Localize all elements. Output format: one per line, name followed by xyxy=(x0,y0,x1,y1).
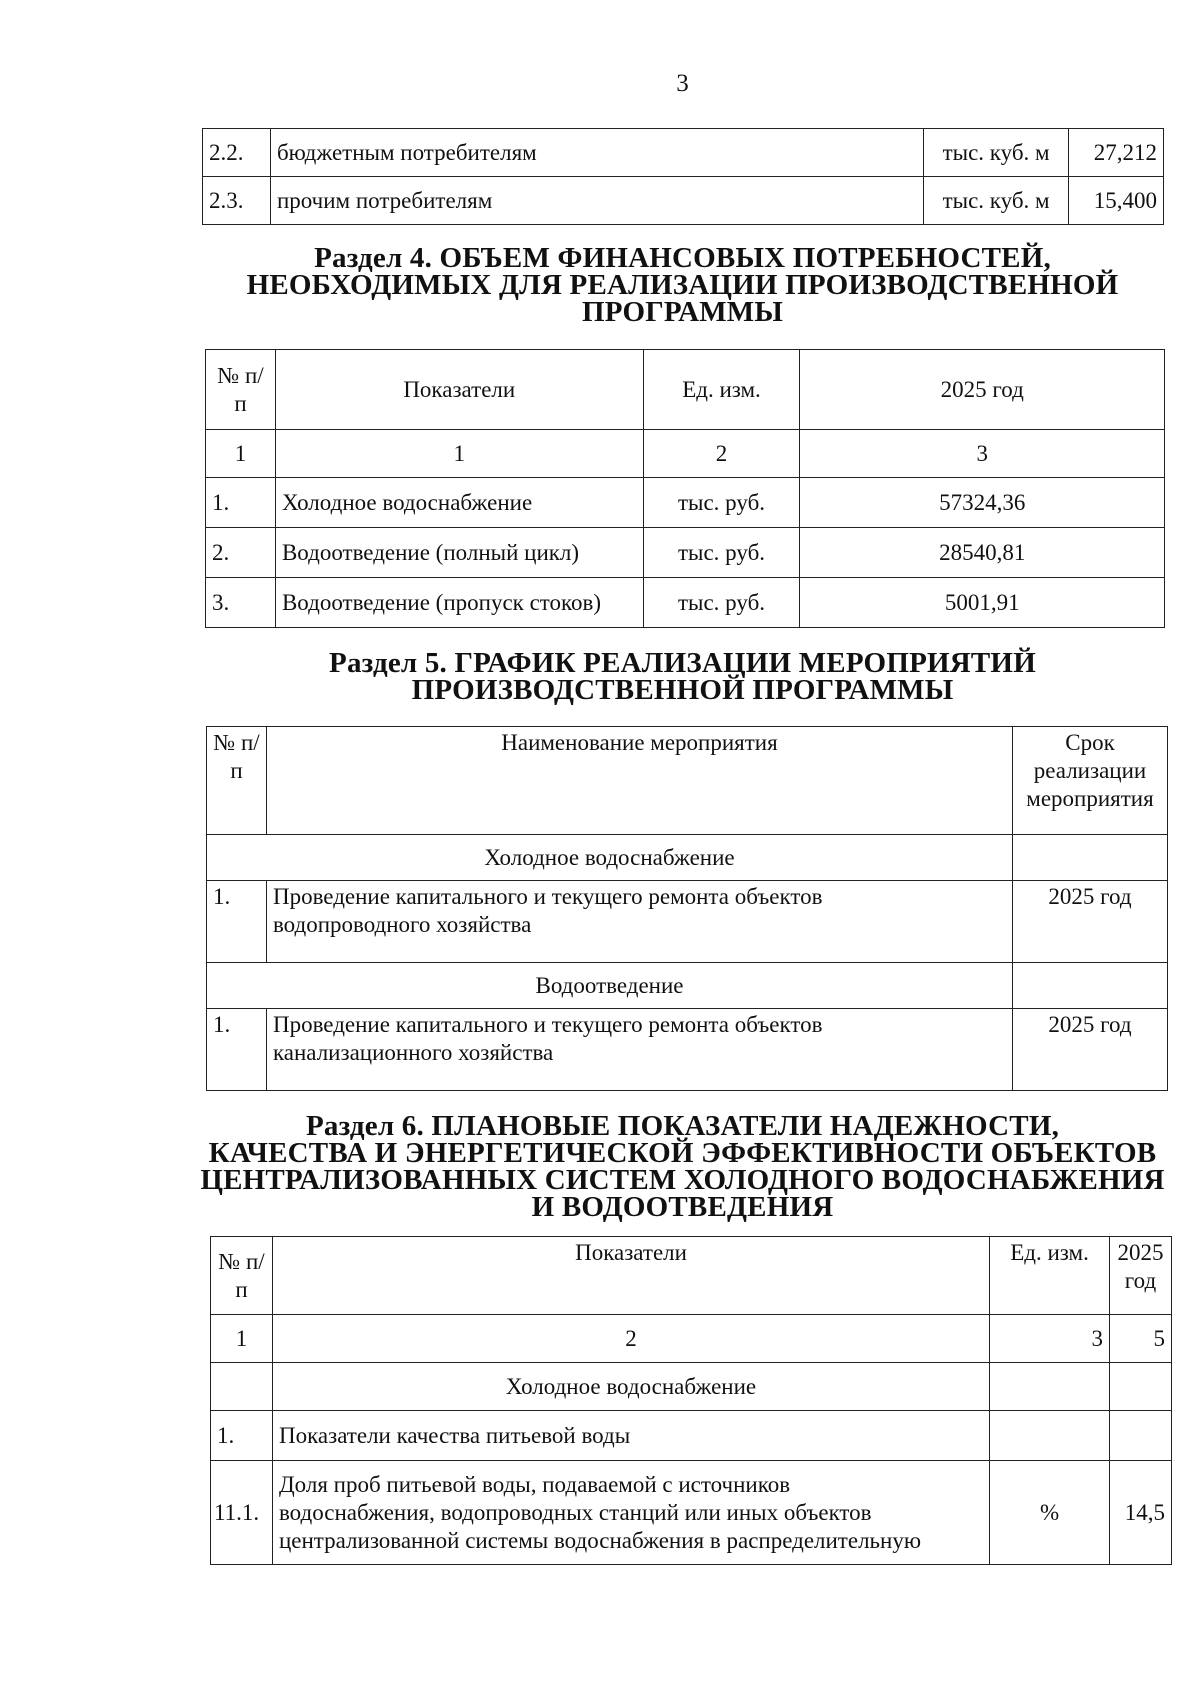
table-header-row xyxy=(207,727,1168,835)
table-index-row xyxy=(211,1315,1172,1363)
row-value: 5001,91 xyxy=(800,578,1165,628)
index-cell: 2 xyxy=(643,430,800,478)
row-unit: тыс. руб. xyxy=(643,478,800,528)
row-number: 1. xyxy=(211,1411,273,1461)
table-row xyxy=(211,1411,1172,1461)
table-header-row xyxy=(211,1237,1172,1315)
row-value: 27,212 xyxy=(1069,129,1164,177)
row-unit: % xyxy=(990,1461,1110,1565)
row-number: 1. xyxy=(206,478,276,528)
header-year: 2025 год xyxy=(800,350,1165,430)
row-unit: тыс. руб. xyxy=(643,528,800,578)
empty-cell xyxy=(990,1363,1110,1411)
header-number: № п/п xyxy=(211,1237,273,1315)
index-cell: 3 xyxy=(990,1315,1110,1363)
header-number: № п/п xyxy=(207,727,267,835)
group-row xyxy=(211,1363,1172,1411)
header-indicator: Показатели xyxy=(272,1237,989,1315)
indicator-line: водоснабжения, водопроводных станций или иных объектов xyxy=(278,1499,872,1525)
index-cell: 3 xyxy=(800,430,1165,478)
section5-heading xyxy=(190,647,1175,706)
index-cell: 1 xyxy=(206,430,276,478)
row-term: 2025 год xyxy=(1013,881,1168,963)
row-name: прочим потребителям xyxy=(270,177,923,225)
row-unit: тыс. куб. м xyxy=(924,129,1069,177)
row-number: 11.1. xyxy=(211,1461,273,1565)
group-title: Холодное водоснабжение xyxy=(207,835,1013,881)
group-title: Водоотведение xyxy=(207,963,1013,1009)
table-row xyxy=(207,1009,1168,1091)
activity-line: Проведение капитального и текущего ремонта объектов xyxy=(272,1012,823,1037)
group-row xyxy=(207,835,1168,881)
row-number: 1. xyxy=(207,881,267,963)
header-year: 2025 год xyxy=(1109,1237,1171,1315)
row-number: 3. xyxy=(206,578,276,628)
row-value: 28540,81 xyxy=(800,528,1165,578)
index-cell: 1 xyxy=(211,1315,273,1363)
row-number: 1. xyxy=(207,1009,267,1091)
heading-line: ЦЕНТРАЛИЗОВАННЫХ СИСТЕМ ХОЛОДНОГО ВОДОСНАБЖЕНИЯ xyxy=(200,1164,1165,1196)
index-cell: 1 xyxy=(275,430,643,478)
empty-cell xyxy=(990,1411,1110,1461)
table-row xyxy=(203,129,1164,177)
row-number: 2.2. xyxy=(203,129,271,177)
row-name: Водоотведение (полный цикл) xyxy=(275,528,643,578)
empty-cell xyxy=(1013,963,1168,1009)
row-name xyxy=(272,1461,989,1565)
indicator-line: Доля проб питьевой воды, подаваемой с источников xyxy=(278,1471,791,1497)
indicator-line: централизованной системы водоснабжения в распределительную xyxy=(278,1527,922,1553)
heading-line: И ВОДООТВЕДЕНИЯ xyxy=(531,1191,834,1223)
header-unit: Ед. изм. xyxy=(990,1237,1110,1315)
table-row xyxy=(211,1461,1172,1565)
row-number: 2. xyxy=(206,528,276,578)
row-name: бюджетным потребителям xyxy=(270,129,923,177)
table-row xyxy=(206,528,1165,578)
table-row xyxy=(206,578,1165,628)
row-number: 2.3. xyxy=(203,177,271,225)
row-name: Холодное водоснабжение xyxy=(275,478,643,528)
header-term: Срок реализации мероприятия xyxy=(1013,727,1168,835)
row-name: Показатели качества питьевой воды xyxy=(272,1411,989,1461)
table-row xyxy=(206,478,1165,528)
heading-line: КАЧЕСТВА И ЭНЕРГЕТИЧЕСКОЙ ЭФФЕКТИВНОСТИ ОБЪЕКТОВ xyxy=(208,1137,1157,1169)
table-reliability-indicators xyxy=(210,1236,1172,1565)
group-row xyxy=(207,963,1168,1009)
section6-heading xyxy=(190,1110,1175,1223)
group-title: Холодное водоснабжение xyxy=(272,1363,989,1411)
row-term: 2025 год xyxy=(1013,1009,1168,1091)
table-header-row xyxy=(206,350,1165,430)
index-cell: 5 xyxy=(1109,1315,1171,1363)
table-index-row xyxy=(206,430,1165,478)
row-value: 15,400 xyxy=(1069,177,1164,225)
header-unit: Ед. изм. xyxy=(643,350,800,430)
index-cell: 2 xyxy=(272,1315,989,1363)
row-activity xyxy=(266,1009,1012,1091)
row-value: 57324,36 xyxy=(800,478,1165,528)
heading-line: Раздел 6. ПЛАНОВЫЕ ПОКАЗАТЕЛИ НАДЕЖНОСТИ, xyxy=(305,1110,1060,1142)
heading-line: Раздел 4. ОБЪЕМ ФИНАНСОВЫХ ПОТРЕБНОСТЕЙ, xyxy=(314,242,1051,274)
table-row xyxy=(207,881,1168,963)
heading-line: ПРОГРАММЫ xyxy=(581,296,784,328)
activity-line: Проведение капитального и текущего ремонта объектов xyxy=(272,884,823,909)
activity-line: канализационного хозяйства xyxy=(272,1040,554,1065)
empty-cell xyxy=(1109,1363,1171,1411)
row-value: 14,5 xyxy=(1109,1461,1171,1565)
page-number: 3 xyxy=(676,70,689,97)
heading-line: ПРОИЗВОДСТВЕННОЙ ПРОГРАММЫ xyxy=(411,674,954,706)
row-activity xyxy=(266,881,1012,963)
row-unit: тыс. руб. xyxy=(643,578,800,628)
table-implementation-schedule xyxy=(206,726,1168,1091)
header-number: № п/п xyxy=(206,350,276,430)
empty-cell xyxy=(1109,1411,1171,1461)
activity-line: водопроводного хозяйства xyxy=(272,912,532,937)
table-volume-continuation xyxy=(202,128,1164,225)
row-unit: тыс. куб. м xyxy=(924,177,1069,225)
heading-line: Раздел 5. ГРАФИК РЕАЛИЗАЦИИ МЕРОПРИЯТИЙ xyxy=(329,647,1036,679)
empty-cell xyxy=(211,1363,273,1411)
section4-heading xyxy=(190,242,1175,328)
empty-cell xyxy=(1013,835,1168,881)
table-financial-needs xyxy=(205,349,1165,628)
table-row xyxy=(203,177,1164,225)
header-activity-name: Наименование мероприятия xyxy=(266,727,1012,835)
row-name: Водоотведение (пропуск стоков) xyxy=(275,578,643,628)
heading-line: НЕОБХОДИМЫХ ДЛЯ РЕАЛИЗАЦИИ ПРОИЗВОДСТВЕННОЙ xyxy=(246,269,1119,301)
header-indicator: Показатели xyxy=(275,350,643,430)
